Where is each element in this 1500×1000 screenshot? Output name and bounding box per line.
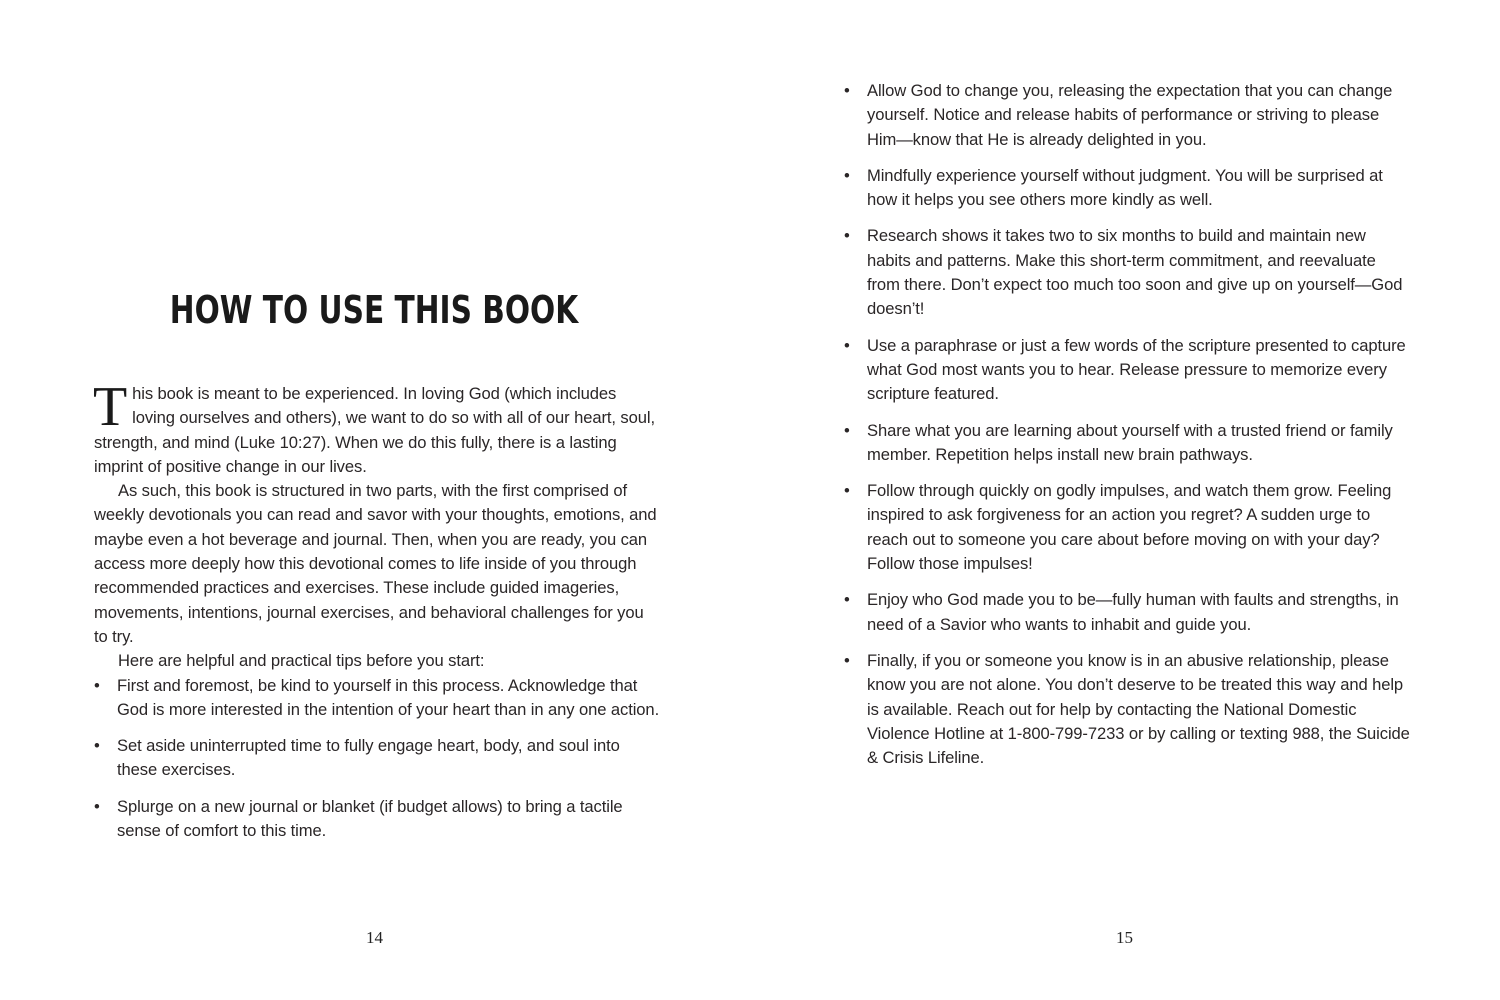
bullet-icon: • [844, 420, 850, 440]
tip-text: Use a paraphrase or just a few words of the scripture presented to capture what God most wants you to hear. Release pressure to memorize every scripture featured. [867, 335, 1406, 404]
intro-paragraph [93, 376, 660, 479]
tip-item [94, 795, 660, 844]
bullet-icon: • [94, 736, 100, 756]
tip-item [94, 674, 660, 723]
tip-text: Mindfully experience yourself without judgment. You will be surprised at how it helps you see others more kindly as well. [867, 165, 1383, 210]
bullet-icon: • [844, 481, 850, 501]
bullet-icon: • [844, 226, 850, 246]
tip-item [844, 334, 1410, 407]
tip-text: Follow through quickly on godly impulses, and watch them grow. Feeling inspired to ask forgiveness for an action you regret? A sudden urge to reach out to someone you care about before moving on with your day? Follow those impulses! [867, 481, 1392, 574]
tip-text: Share what you are learning about yourself with a trusted friend or family member. Repetition helps install new brain pathways. [867, 420, 1393, 464]
bullet-icon: • [94, 796, 100, 816]
structure-paragraph: As such, this book is structured in two parts, with the first comprised of weekly devotionals you can read and savor with your thoughts, emotions, and maybe even a hot beverage and journal. Then, when you are ready, you can access more deeply how this devotional comes to life inside of you through recommended practices and exercises. These include guided imageries, movements, intentions, journal exercises, and behavioral challenges for you to try. [94, 481, 657, 646]
tip-item [844, 79, 1410, 152]
tip-item [844, 649, 1410, 770]
right-body-text [844, 79, 1410, 782]
page-number-right: 15 [1116, 928, 1133, 947]
tips-list-left [94, 674, 660, 844]
tip-item [844, 164, 1410, 213]
tip-text: Enjoy who God made you to be—fully human with faults and strengths, in need of a Savior who wants to inhabit and guide you. [867, 590, 1399, 634]
tip-item [844, 224, 1410, 321]
tips-lead-paragraph: Here are helpful and practical tips before you start: [118, 651, 485, 671]
left-body-text [93, 376, 660, 855]
bullet-icon: • [844, 81, 850, 100]
tip-text: Allow God to change you, releasing the expectation that you can change yourself. Notice and release habits of performance or striving to please Him—know that He is already delighted in you. [867, 81, 1393, 149]
right-page [750, 0, 1500, 1000]
drop-cap: T [93, 376, 128, 438]
tip-item [844, 419, 1410, 468]
bullet-icon: • [844, 335, 850, 355]
tip-item [94, 734, 660, 783]
page-number-left: 14 [366, 928, 383, 947]
tip-text: Splurge on a new journal or blanket (if budget allows) to bring a tactile sense of comfort to this time. [117, 796, 623, 841]
chapter-title: HOW TO USE THIS BOOK [169, 288, 579, 332]
intro-text: his book is meant to be experienced. In loving God (which includes loving ourselves and others), we want to do so with all of our heart, soul, strength, and mind (Luke 10:27). When we do this fully, there is a lasting imprint of positive change in our lives. [94, 384, 655, 476]
bullet-icon: • [844, 165, 850, 185]
tip-text: Set aside uninterrupted time to fully engage heart, body, and soul into these exercises. [117, 736, 620, 780]
tip-item [844, 588, 1410, 637]
tip-item [844, 479, 1410, 576]
bullet-icon: • [94, 675, 100, 695]
tips-list-right [844, 79, 1410, 770]
bullet-icon: • [844, 590, 850, 610]
tip-text: Finally, if you or someone you know is in an abusive relationship, please know you are not alone. You don’t deserve to be treated this way and help is available. Reach out for help by contacting the National Domestic Violence Hotline at 1-800-799-7233 or by calling or texting 988, the Suicide & Crisis Lifeline. [867, 650, 1410, 768]
tip-text: Research shows it takes two to six months to build and maintain new habits and patterns. Make this short-term commitment, and reevaluate from there. Don’t expect too much too soon and give up on yourself—God doesn’t! [867, 226, 1403, 319]
bullet-icon: • [844, 650, 850, 670]
tip-text: First and foremost, be kind to yourself in this process. Acknowledge that God is more interested in the intention of your heart than in any one action. [117, 675, 660, 719]
